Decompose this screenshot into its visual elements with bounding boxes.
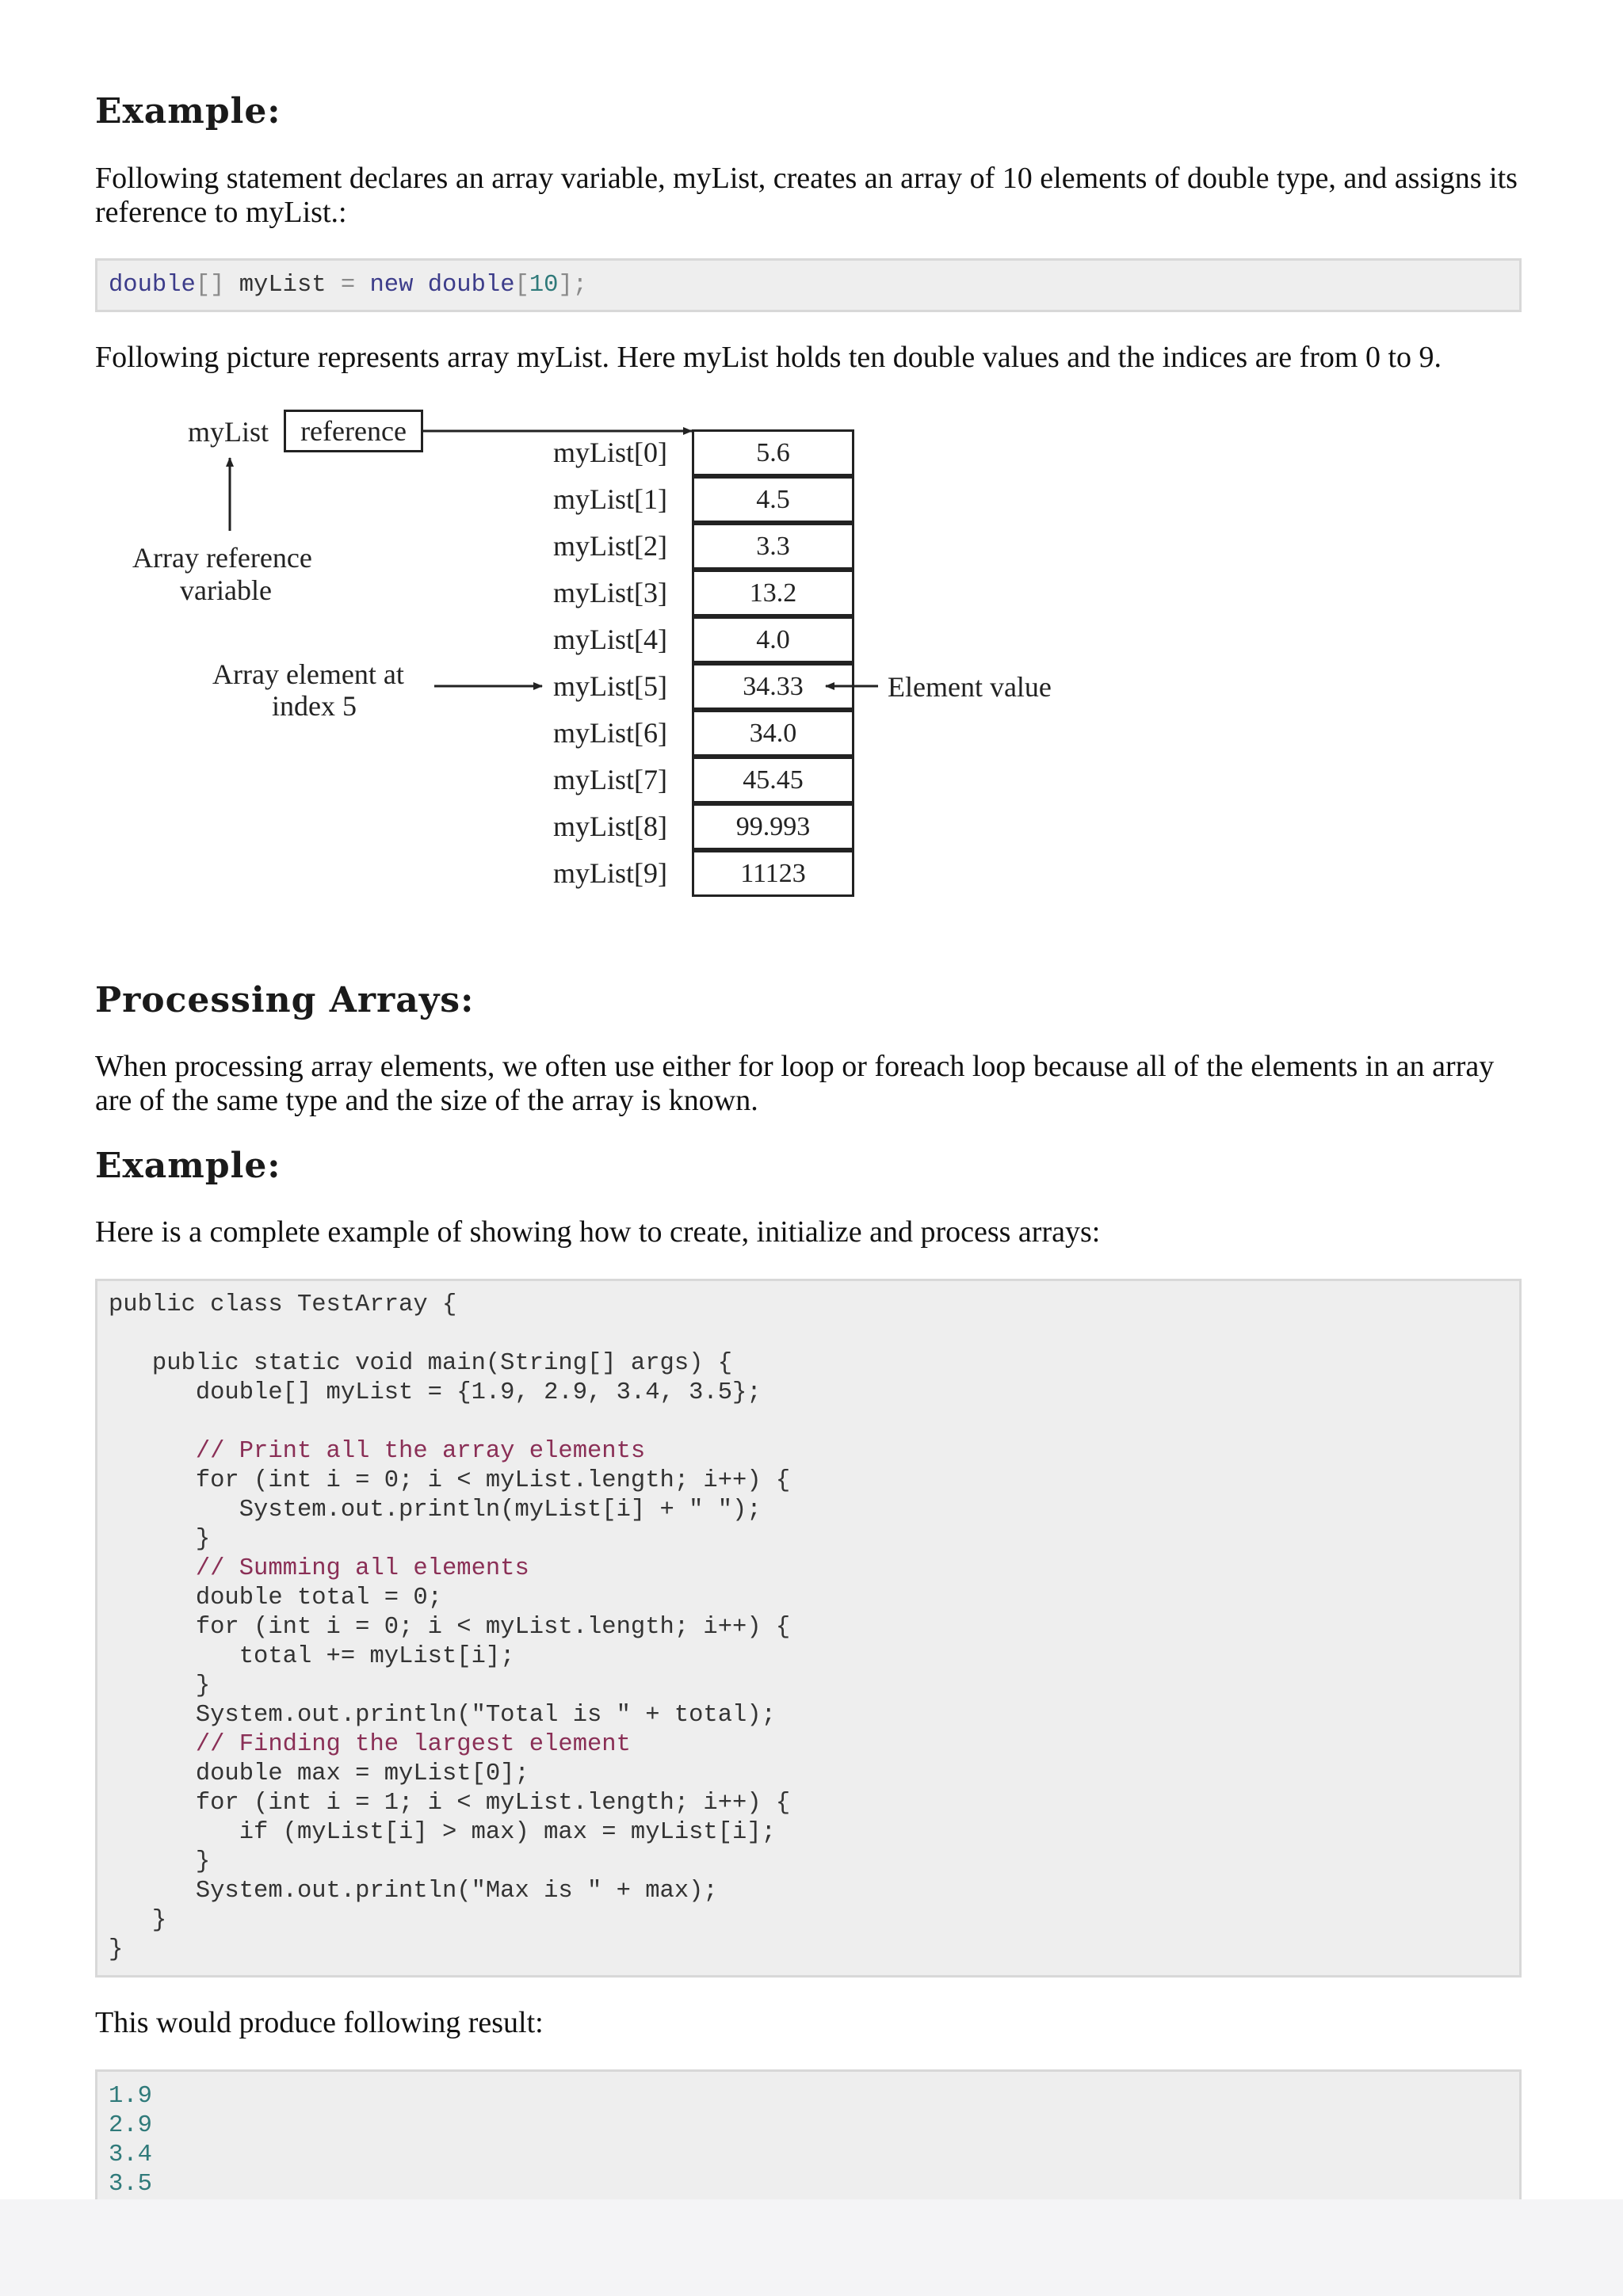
array-cell: 34.0 [692,710,854,757]
diagram-arrows [0,0,1623,911]
code-line: for (int i = 0; i < myList.length; i++) { [109,1614,791,1641]
index-label: myList[6] [553,717,667,749]
array-cell: 11123 [692,850,854,897]
array-diagram [0,0,1623,911]
array-variable-name: myList [188,416,269,448]
array-cell: 4.5 [692,476,854,523]
array-cell: 99.993 [692,803,854,850]
code-line: total += myList[i]; [109,1643,515,1670]
index-label: myList[7] [553,764,667,795]
reference-box-label: reference [300,415,407,447]
code-token: double [427,272,515,299]
picture-description: Following picture represents array myList. Here myList holds ten double values and the indices are from 0 to 9. [95,341,1442,374]
result-intro: This would produce following result: [95,2006,544,2039]
array-cell: 3.3 [692,523,854,570]
intro-paragraph: Following statement declares an array variable, myList, creates an array of 10 elements of double type, and assigns its reference to myList.: [95,162,1518,229]
code-line: public static void main(String[] args) { [109,1350,733,1377]
code-token: = [340,272,356,299]
output-code [97,2072,1519,2199]
processing-paragraph: When processing array elements, we often use either for loop or foreach loop because all of the elements in an array are of the same type and the size of the array is known. [95,1050,1495,1117]
element-caption-line1: Array element at [212,658,404,690]
code-line: } [109,1672,211,1699]
element-caption-line2: index 5 [272,690,357,722]
index-label: myList[8] [553,810,667,842]
code-line: System.out.println(myList[i] + " "); [109,1497,762,1524]
code-token: myList [224,272,341,299]
code-token: [] [195,272,225,299]
reference-caption-line1: Array reference [132,542,312,574]
example-heading-1: Example: [95,91,281,132]
output-line: 3.4 [109,2142,152,2168]
array-cell: 5.6 [692,429,854,476]
code-token: new [355,272,428,299]
code-line: // Summing all elements [109,1555,529,1582]
code-line: } [109,1936,124,1963]
array-cell: 4.0 [692,616,854,663]
element-value-caption: Element value [888,671,1052,703]
code-line: for (int i = 1; i < myList.length; i++) { [109,1790,791,1817]
code-line: double max = myList[0]; [109,1760,529,1787]
index-label: myList[9] [553,857,667,889]
example-heading-2: Example: [95,1146,281,1186]
reference-caption-line2: variable [180,574,272,606]
code-line: } [109,1526,211,1553]
code-line: if (myList[i] > max) max = myList[i]; [109,1819,776,1846]
code-line: } [109,1848,211,1875]
index-label: myList[3] [553,577,667,608]
code-token: 10 [529,272,559,299]
code-line: // Finding the largest element [109,1731,631,1758]
index-label: myList[1] [553,483,667,515]
code-token: [ [514,272,529,299]
array-cell: 45.45 [692,757,854,803]
code-line: System.out.println("Max is " + max); [109,1878,718,1905]
index-label: myList[2] [553,530,667,562]
example-intro-paragraph: Here is a complete example of showing how to create, initialize and process arrays: [95,1215,1101,1249]
output-line: 3.5 [109,2171,152,2198]
output-line: 2.9 [109,2112,152,2139]
code-line: for (int i = 0; i < myList.length; i++) { [109,1467,791,1494]
code-line: System.out.println("Total is " + total); [109,1702,776,1729]
output-line: 1.9 [109,2083,152,2110]
code-line: // Print all the array elements [109,1438,646,1465]
code-token: ]; [558,272,588,299]
code-line: } [109,1907,167,1934]
array-cell: 34.33 [692,663,854,710]
index-label: myList[0] [553,437,667,468]
page-bottom-strip [0,2199,1623,2296]
array-cell: 13.2 [692,570,854,616]
example-code-block [95,1279,1522,1978]
processing-arrays-heading: Processing Arrays: [95,980,475,1020]
index-label: myList[5] [553,670,667,702]
output-code-block [95,2069,1522,2199]
code-line: double[] myList = {1.9, 2.9, 3.4, 3.5}; [109,1379,762,1406]
code-token: double [109,272,196,299]
code-line: double total = 0; [109,1585,442,1611]
example-code [97,1281,1519,1965]
code-line: public class TestArray { [109,1291,457,1318]
index-label: myList[4] [553,624,667,655]
